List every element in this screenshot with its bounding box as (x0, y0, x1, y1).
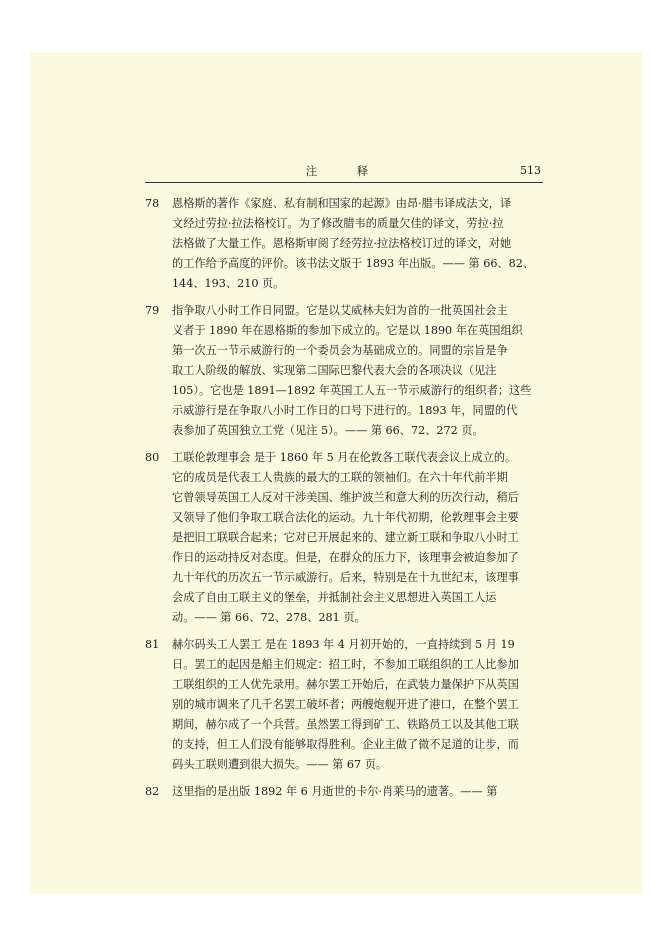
notes-list (145, 194, 543, 809)
note-80 (145, 448, 543, 628)
note-number: 78 (145, 197, 160, 210)
note-line: 它曾领导英国工人反对干涉美国、维护波兰和意大利的历次行动，稍后 (172, 491, 519, 504)
note-line: 义者于 1890 年在恩格斯的参加下成立的。它是以 1890 年在英国组织 (172, 324, 523, 337)
note-81 (145, 635, 543, 775)
note-line (145, 635, 543, 655)
note-line: 它的成员是代表工人贵族的最大的工联的领袖们。在六十年代前半期 (172, 471, 508, 484)
note-line (145, 782, 543, 802)
note-line: 105）。它也是 1891—1892 年英国工人五一节示威游行的组织者；这些 (172, 384, 532, 397)
note-line: 期间，赫尔成了一个兵营。虽然罢工得到矿工、铁路员工以及其他工联 (172, 718, 519, 731)
note-line: 144、193、210 页。 (172, 277, 285, 290)
page-number: 513 (520, 164, 541, 177)
note-number: 80 (145, 451, 160, 464)
note-line: 日。罢工的起因是船主们规定：招工时，不参加工联组织的工人比参加 (172, 658, 519, 671)
note-line: 的工作给予高度的评价。该书法文版于 1893 年出版。—— 第 66、82、 (172, 257, 535, 270)
note-line: 文经过劳拉·拉法格校订。为了修改腊韦的质量欠佳的译文，劳拉·拉 (172, 217, 504, 230)
note-line: 别的城市调来了几千名罢工破坏者；两艘炮舰开进了港口，在整个罢工 (172, 698, 519, 711)
note-text: 工联伦敦理事会 是于 1860 年 5 月在伦敦各工联代表会议上成立的。 (172, 451, 517, 464)
note-line: 动。—— 第 66、72、278、281 页。 (172, 611, 366, 624)
note-line: 会成了自由工联主义的堡垒，并抵制社会主义思想进入英国工人运 (172, 591, 497, 604)
note-text: 恩格斯的著作《家庭、私有制和国家的起源》由昂·腊韦译成法文，译 (172, 197, 512, 210)
note-line (145, 301, 543, 321)
note-line: 第一次五一节示威游行的一个委员会为基础成立的。同盟的宗旨是争 (172, 344, 508, 357)
note-line (145, 194, 543, 214)
note-line: 作日的运动持反对态度。但是，在群众的压力下，该理事会被迫参加了 (172, 551, 519, 564)
note-line: 法格做了大量工作。恩格斯审阅了经劳拉·拉法格校订过的译文，对她 (172, 237, 512, 250)
note-text: 指争取八小时工作日同盟。它是以艾威林夫妇为首的一批英国社会主 (172, 304, 508, 317)
note-number: 79 (145, 304, 160, 317)
note-line: 的支持，但工人们没有能够取得胜利。企业主做了微不足道的让步，而 (172, 738, 519, 751)
note-line: 表参加了英国独立工党（见注 5）。—— 第 66、72、272 页。 (172, 424, 484, 437)
note-78 (145, 194, 543, 294)
note-number: 81 (145, 638, 160, 651)
note-text: 这里指的是出版 1892 年 6 月逝世的卡尔·肖莱马的遗著。—— 第 (172, 785, 498, 798)
note-line: 九十年代的历次五一节示威游行。后来，特别是在十九世纪末，该理事 (172, 571, 519, 584)
header-rule (145, 182, 543, 183)
note-79 (145, 301, 543, 441)
note-line: 是把旧工联联合起来；它对已开展起来的、建立新工联和争取八小时工 (172, 531, 519, 544)
note-line: 工联组织的工人优先录用。赫尔罢工开始后，在武装力量保护下从英国 (172, 678, 519, 691)
running-header (145, 163, 543, 183)
note-line (145, 448, 543, 468)
note-82 (145, 782, 543, 802)
note-number: 82 (145, 785, 160, 798)
note-line: 码头工联则遭到很大损失。—— 第 67 页。 (172, 758, 388, 771)
note-line: 取工人阶级的解放、实现第二国际巴黎代表大会的各项决议（见注 (172, 364, 497, 377)
running-header-title: 注 释 (305, 164, 383, 178)
note-line: 又领导了他们争取工联合法化的运动。九十年代初期，伦敦理事会主要 (172, 511, 519, 524)
note-text: 赫尔码头工人罢工 是在 1893 年 4 月初开始的，一直持续到 5 月 19 (172, 638, 515, 651)
note-line: 示威游行是在争取八小时工作日的口号下进行的。1893 年，同盟的代 (172, 404, 518, 417)
